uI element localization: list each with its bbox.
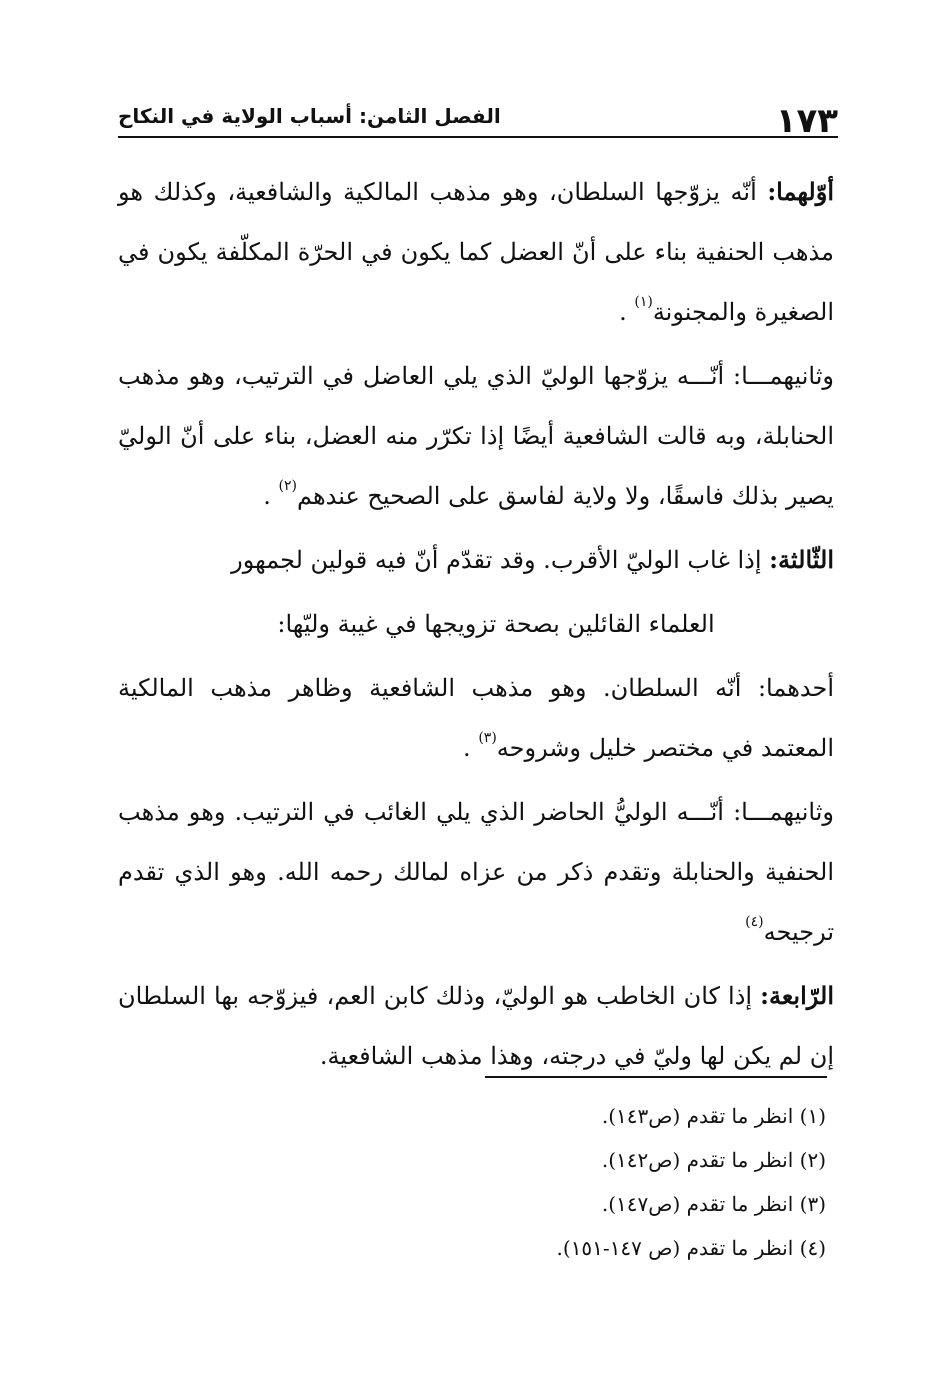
paragraph-text: إذا غاب الوليّ الأقرب. وقد تقدّم أنّ فيه قولين لجمهور (231, 546, 770, 574)
footnote-item: (١) انظر ما تقدم (ص١٤٣). (601, 1104, 826, 1128)
paragraph-text: وثانيهمـــا: أنّـــه يزوّجها الوليّ الذي يلي العاضل في الترتيب، وهو مذهب الحنابلة، وبه قالت الشافعية أيضًا إذا تكرّر منه العضل، بناء على أنّ الوليّ يصير بذلك فاسقًا، ولا ولاية لفاسق على الصحيح عندهم (118, 362, 834, 510)
paragraph-third-first-opinion (118, 658, 834, 778)
paragraph-lead: الرّابعة: (760, 981, 834, 1010)
footnote-divider (485, 1076, 827, 1078)
paragraph-text: العلماء القائلين بصحة تزويجها في غيبة وليّها: (277, 610, 715, 638)
paragraph-text: وثانيهمـــا: أنّـــه الوليُّ الحاضر الذي يلي الغائب في الترتيب. وهو مذهب الحنفية والحنابلة وتقدم ذكر من عزاه لمالك رحمه الله. وهو الذي تقدم ترجيحه (118, 798, 834, 946)
paragraph-lead: الثّالثة: (769, 545, 834, 574)
paragraph-text: إذا كان الخاطب هو الوليّ، وذلك كابن العم، فيزوّجه بها السلطان إن لم يكن لها وليّ في درجته، وهذا مذهب الشافعية. (118, 982, 834, 1070)
footnote-marker: (٢) (278, 478, 297, 494)
footnote-item: (٤) انظر ما تقدم (ص ١٤٧-١٥١). (556, 1236, 826, 1260)
footnote-marker: (١) (634, 294, 653, 310)
page-number: ١٧٣ (775, 101, 838, 141)
paragraph-text: أنّه يزوّجها السلطان، وهو مذهب المالكية والشافعية، وكذلك هو مذهب الحنفية بناء على أنّ العضل كما يكون في الحرّة المكلّفة يكون في الصغيرة والمجنونة (118, 178, 834, 326)
paragraph-tail: . (619, 298, 635, 326)
paragraph-third-case (118, 530, 834, 590)
paragraph-second-opinion (118, 346, 834, 526)
footnotes (300, 1094, 826, 1270)
footnote-item: (٢) انظر ما تقدم (ص١٤٢). (601, 1148, 826, 1172)
footnote-item: (٣) انظر ما تقدم (ص١٤٧). (601, 1192, 826, 1216)
footnote-marker: (٤) (745, 914, 764, 930)
paragraph-tail: . (263, 482, 279, 510)
paragraph-fourth-case (118, 966, 834, 1086)
paragraph-third-second-opinion (118, 782, 834, 962)
paragraph-lead: أوّلهما: (767, 177, 834, 206)
paragraph-first-opinion (118, 162, 834, 342)
paragraph-text: أحدهما: أنّه السلطان. وهو مذهب الشافعية وظاهر مذهب المالكية المعتمد في مختصر خليل وشروحه (118, 674, 834, 762)
running-header (118, 86, 838, 141)
paragraph-third-case-continued (118, 594, 834, 654)
main-text (118, 162, 834, 1090)
chapter-title: الفصل الثامن: أسباب الولاية في النكاح (118, 104, 501, 128)
footnote-marker: (٣) (478, 730, 497, 746)
paragraph-tail: . (463, 734, 479, 762)
